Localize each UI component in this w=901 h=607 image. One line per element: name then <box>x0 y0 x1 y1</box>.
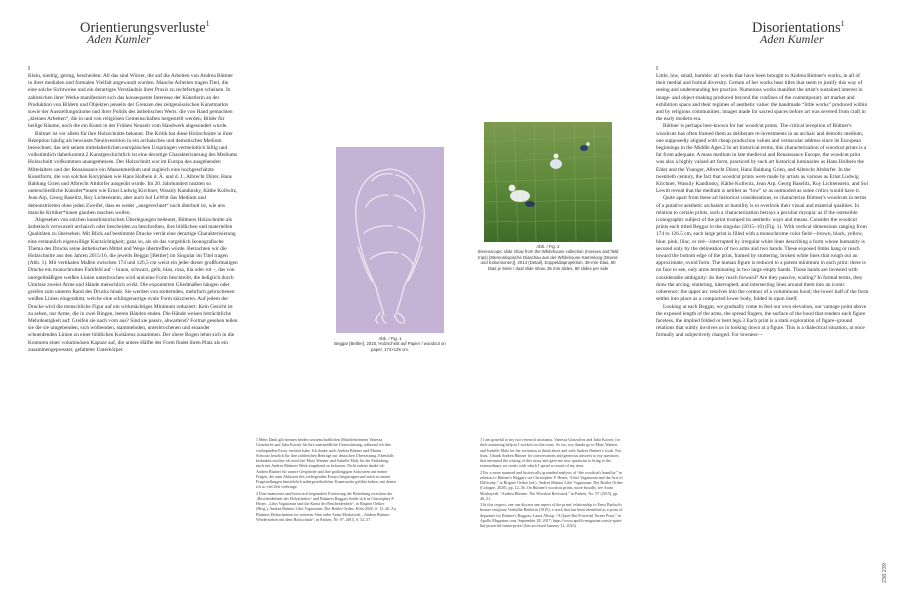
left-author: Aden Kumler <box>87 32 151 46</box>
right-paragraph-1: Little, low, small, humble: all words that have been brought to Andrea Büttner's works, in all of their medial and formal diversity. Certain of her works bear titles that seem to justify this way of seeing and understanding her practice. Numerous works manifest the artist's sustained interest in image- and object-making produced beyond the confines of the contemporary art market and exhibition space and their regimes of aesthetic value: the handmade “little works” produced within and by religious communities; images made for sacred spaces before art was severed from craft in the early modern era. <box>656 73 868 123</box>
right-footnotes <box>480 437 624 582</box>
left-paragraph-3: Abgesehen von solchen kunsthistorischen Überlegungen bedeutet, Büttners Holzschnitte als ästhetisch verwurzelt archaisch oder bescheiden zu beschreiben, ihre bildlichen und materiellen Qualitäten zu übersehen. Mit Blick auf bestimmte Drucke verrät eine derartige Charakterisierung eine erstaunlich eigenwillige Kurzsichtigkeit; ganz so, als ob das vorgeblich ikonografische Thema des Drucks seine ästhetischen Mittel und Wege übertreffen würde. Betrachten wir die Holzschnitte aus den Jahren 2015/16, die jeweils Beggar [Bettler] im Singular im Titel tragen (Abb. 1). Mit vertikalen Maßen zwischen 174 und 126,5 cm weist ein jeder dieser großformatigen Drucke ein monochromes Farbfeld auf – braun, schwarz, gelb, blau, rosa, lila oder rot –, das von unregelmäßigen weißen Linien unterbrochen wird und eine Form beschreibt, die lediglich durch Umrisse zweier Arme und Hände menschlich wirkt. Die exponierten Gliedmaßen hängen oder greifen zum unteren Rand des Drucks hinab. Sie werden von stotternden, mehrfach gebrochenen weißen Linien eingerahmt, welche eine schlingenartige ovale Form skizzieren. Auf jedem der Drucke wird die menschliche Figur auf ein wirkmächtiges Minimum reduziert: Kein Gesicht ist zu sehen, nur Arme, die in zwei Ringen, leeren Händen enden. Die Hände weisen beträchtliche Mehrdeutigkeit auf: Greifen sie nach vorn aus? Sind sie passiv, abwartend? Formal gesehen teilen sie die sie umgebenden, sich wölbenden, stammelnden, unterbrochenen und einander schneidenden Linien zu einer bildlichen Kohärenz zusammen. Der obere Bogen lehnt sich in die Konturen einer voluminösen Kapuze auf, die untere Hälfte der Form findet ihren Platz als ein zusammengepresster, gefalteter Unterkörper. <box>28 217 238 353</box>
page-numbers: 238 239 <box>882 563 888 583</box>
right-section-number: I <box>656 66 658 72</box>
left-footnote-2: 2 Eine nuancierte und historisch begründete Erörterung der Beziehung zwischen der „Bescheidenheit des Holzschnitts“ und Büttners Beggars findet sich in Christopher P. Heuer, „Libri Vagatorum und die Kunst der Bescheidenheit“, in Brigitte Oetker (Hrsg.), Andrea Büttner Libri Vagatorum: Der Bettler Orden, Köln 2020, S. 12–36. Zu Büttners Holzschnitten im weiteren Sinn siehe Aram Moshayedi, „Andrea Büttner: Wiederstehen mit dem Holzschnitt“, in Parkett, Nr. 97, 2015, S. 52–57. <box>256 490 396 522</box>
right-footnote-2: 2 For a more nuanced and historically grounded analysis of “the woodcut's humility” in relation to Büttner's Beggars see Christopher P. Heuer, “Libri Vagatorum and the Arts of Difficulty,” in Brigitte Oetker (ed.), Andrea Büttner Libri Vagatorum: Der Bettler Orden (Cologne, 2020), pp. 12–36. On Büttner's woodcut prints, more broadly, see Aram Moshayedi, “Andrea Büttner: The Woodcut Revisited,” in Parkett, No. 97 (2015), pp. 46–51. <box>480 469 623 501</box>
right-author: Aden Kumler <box>760 32 824 46</box>
left-paragraph-2: Büttner ist vor allem für ihre Holzschnitte bekannt. Die Kritik hat diese Holzschnitte in ihrer Rezeption häufig als bewusste Neuinvestition in ein archaisches und demotisches Medium bezeichnet, das seit seinen mittelalterlichen europäischen Ursprüngen vermeintlich billig und volkstümlich daherkommt.2 Kunstgeschichtlich ist eine derartige Charakterisierung des Mediums Holzschnitt vollkommen unangemessen. Der Holzschnitt war im Europa des ausgehenden Mittelalters und der Renaissance ein Massenmedium und zugleich eine hochgeschätzte Kunstform, die von solchen Koryphäen wie Hans Holbein d. Ä. und d. J., Albrecht Dürer, Hans Baldung Grien und Albrecht Altdorfer ausgeübt wurde. Im 20. Jahrhundert nutzten so unterschiedliche Künstler*innen wie Ernst Ludwig Kirchner, Wassily Kandinsky, Käthe Kollwitz, Jean Arp, Georg Baselitz, Roy Lichtenstein, aber auch Sol LeWitt das Medium und demonstrierten ohne jeden Zweifel, dass es weder „ausgerechnet“ noch überholt ist, wie uns manche Kritiker*innen glauben machen wollen. <box>28 130 238 216</box>
left-footnotes <box>256 437 396 582</box>
right-body <box>656 73 869 579</box>
figure-2-photo <box>484 122 612 242</box>
field-photo-image <box>484 122 612 242</box>
right-paragraph-2: Büttner is perhaps best-known for her woodcut prints. The critical reception of Büttner's woodcuts has often framed them as deliberate re-investments in an archaic and demotic medium, one supposedly aligned with cheap production values and vernacular address since its European beginnings in the Middle Ages.2 In art historical terms, this characterization of woodcut prints is a far from adequate. A mass medium in late medieval and Renaissance Europe, the woodcut print was also a highly valued art form, practiced by such art historical luminaries as Hans Holbein the Elder and the Younger, Albrecht Dürer, Hans Baldung Grien, and Albrecht Altdorfer. In the twentieth century, the fact that woodcut prints were made by artists as various as Ernst Ludwig Kirchner, Wassily Kandinsky, Käthe Kollwitz, Jean Arp, Georg Baselitz, Roy Lichtenstein, and Sol Lewitt reveal that the medium is neither as “low” or as outmoded as some critics would have it. <box>656 123 868 195</box>
left-body <box>28 73 238 579</box>
left-title-text: Orientierungsverluste <box>80 19 206 36</box>
figure-1-caption: Abb. / Fig. 1 Beggar [Bettler], 2016, Holzschnitt auf Papier / woodcut on paper, 174×125 cm. <box>334 336 446 352</box>
left-footnote-1: 1 Mein Dank gilt meinen beiden wissenschaftlichen Mitarbeiterinnen Vanessa Gonzalvez und Julia Kaczer für ihre unermüdliche Unterstützung, während ich den vorliegenden Essay verfasst habe. Ich danke auch Andrea Büttner und Martin Schwarz herzlich für ihre zahlreichen Beiträge zur deutschen Übersetzung. Ebenfalls bedanken möchte ich mich bei Mary Wanner und Isabelle Malz für die Einladung, mich mit Andrea Büttners Werk eingehend zu befassen. Nicht zuletzt danke ich Andrea Büttner für unsere Gespräche und ihre großzügigen Antworten auf meine Fragen, die zum Abfassen des vorliegenden Essays beigetragen und mich zu neuen Fragestellungen hinsichtlich außergewöhnlicher Kunstwerke geführt haben, mit denen ich so viel Zeit verbringe. <box>256 437 396 490</box>
beggar-woodcut-image <box>336 147 444 333</box>
right-footnote-3: 3 In this respect, one can discern one aspect of the prints' relationship to Ernst Barlach's bronze sculpture Verhüllte Bettlerin (1919), a work that has been identified as a point of departure for Büttner's Beggars; Laura Allsop, “A Quiet But Powerful Turner Prize,” in Apollo Magazine.com, September 28, 2017; https://www.apollo-magazine.com/a-quiet-but-powerful-turner-prize/ (last accessed January 31, 2023). <box>480 502 623 528</box>
left-section-number: I <box>28 66 30 72</box>
figure-2-caption: Abb. / Fig. 2 Stereoscopic slide show from the Whitehouse collection (mosses and field trips) [Stereoskopische Diaschau aus der Whitehouse-Sammlung (Moose und Exkursionen)], 2014 (Detail), Doppeldiaprojektion, 35-mm-Dias, 80 Dias je Seite / dual slide show, 35 mm slides, 80 slides per side <box>477 244 619 271</box>
right-paragraph-3: Quite apart from these art historical considerations, to characterize Büttner's woodcuts in terms of a putative aesthetic archaism or humility is to overlook their visual and material qualities. In relation to certain prints, such a characterization betrays a peculiar myopia: as if the ostensible iconographic subject of the print trumped its aesthetic ways and means. Consider the woodcut prints each titled Beggar in the singular (2015–16) (Fig. 1). With vertical dimensions ranging from 174 to 126.5 cm, each large print is filled with a monochrome color field—brown, black, yellow, blue, pink, lilac, or red—interrupted by irregular white lines describing a form whose humanity is secured only by the delineation of two arms and two hands. These exposed limbs hang or reach toward the bottom edge of the print, framed by stuttering, broken white lines that rough out an approximate, ovoid form. The human figure is reduced to a potent minimum in each print: there is no face to see, only arms terminating in two large empty hands. Those hands are invested with considerable ambiguity: do they reach forward? Are they passive, waiting? In formal terms, they draw the arcing, stuttering, interrupted, and intersecting lines around them into an iconic coherence: the upper arc resolves into the contour of a voluminous hood; the lower half of the form settles into place as a compacted lower body, folded in upon itself. <box>656 195 869 303</box>
left-paragraph-1: Klein, niedrig, gering, bescheiden: All das sind Wörter, die auf die Arbeiten von Andrea Büttner in ihrer medialen und formalen Vielfalt angewandt wurden. Manche Arbeiten tragen Titel, die eine solche Sichtweise und ein derartiges Verständnis ihrer Praxis zu rechtfertigen scheinen. In zahlreichen ihrer Werke manifestiert sich das konsequente Interesse der Künstlerin an der Produktion von Bildern und Objekten jenseits der Grenzen des zeitgenössischen Kunstmarkts sowie der Ausstellungsräume und ihrer Politik des ästhetischen Werts: die von Hand gemachten „kleinen Arbeiten“, die in und von religiösen Gemeinschaften hergestellt werden; Bilder für heilige Räume, noch die ein Kunst in der Frühen Neuzeit vom Handwerk abgesondert wurde. <box>28 73 234 130</box>
right-title-sup: 1 <box>840 19 845 28</box>
right-paragraph-4: Looking at each Beggar, we gradually come to feel our own elevation, our vantage point above the exposed length of the arms, the spread fingers, the surface of the hood that renders each figure faceless, the implied folded or bent legs.3 Each print is a stark exploration of figure–ground relations that subtly involves us in looking down at a figure. This is a dialectical situation, at once formally and subjectively charged. For lowness— <box>656 303 867 339</box>
left-title-sup: 1 <box>205 19 210 28</box>
right-title-text: Disorientations <box>752 19 841 36</box>
figure-1-woodcut <box>336 147 444 333</box>
right-footnote-1: 1 I am grateful to my two research assistants, Vanessa Gonzalvez and Julia Kaczer, for their unstinting help as I worked on this essay. So too, my thanks go to Mary Wanner and Isabelle Malz for the invitation to think about and with Andrea Büttner's work. Not least, I thank Andrea Büttner for conversations and generous answers to my questions that informed the writing of this essay and gave me new questions to bring to the extraordinary art works with which I spend so much of my time. <box>480 437 622 469</box>
